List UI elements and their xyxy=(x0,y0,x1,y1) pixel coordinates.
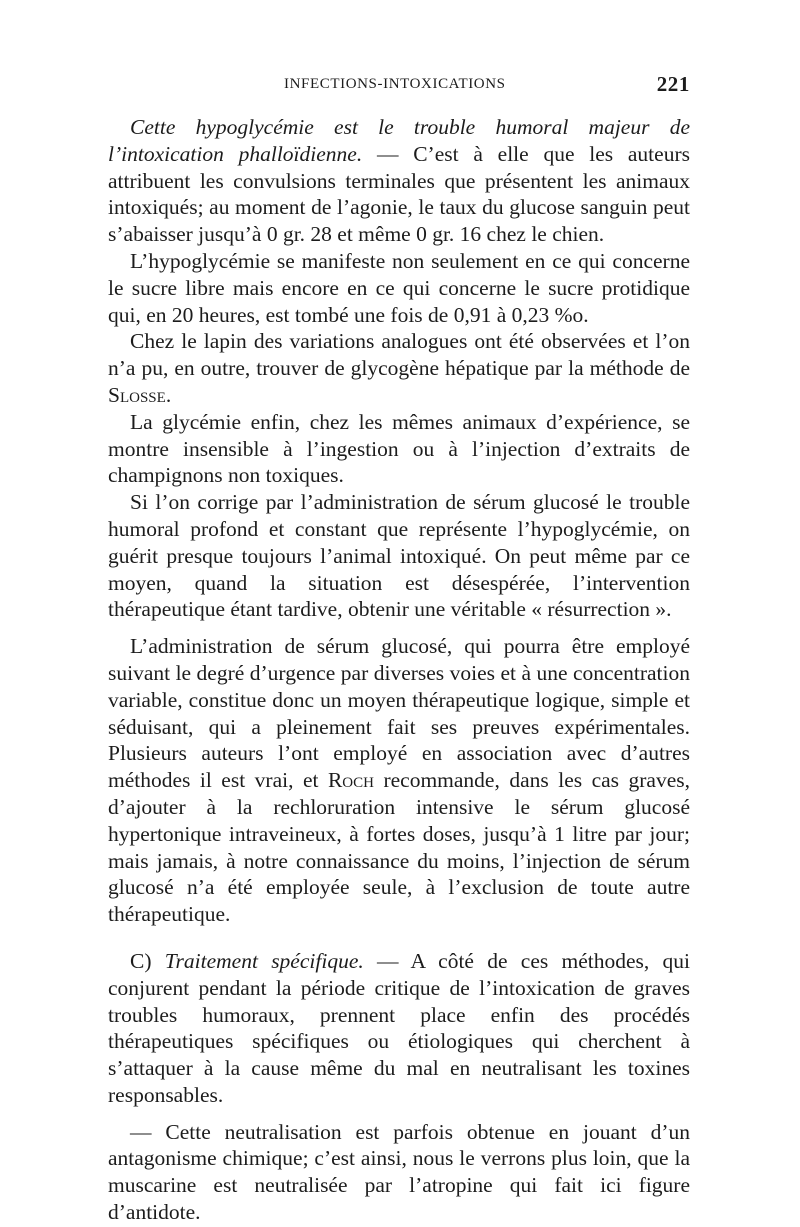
page-number: 221 xyxy=(656,72,690,96)
body-text xyxy=(108,114,690,1226)
author-name: Slosse xyxy=(108,382,166,407)
author-name: Roch xyxy=(327,768,374,793)
paragraph-neutralisation: — Cette neutralisation est parfois obtenue en jouant d’un antagonisme chimique; c’est ainsi, nous le verrons plus loin, que la muscarine est neutralisée par l’atropine qui fait ici figure d’antidote. xyxy=(108,1119,690,1225)
paragraph-specific-treatment xyxy=(108,948,690,1109)
paragraph-glycemia-control: La glycémie enfin, chez les mêmes animaux d’expérience, se montre insensible à l’ingestion ou à l’injection d’extraits de champignons non toxiques. xyxy=(108,409,690,488)
section-label: C) xyxy=(130,948,165,973)
italic-thesis-sentence: Cette hypoglycémie est le trouble humoral majeur de l’intoxication phalloïdienne. xyxy=(108,115,690,166)
section-heading: Traitement spécifique. xyxy=(164,948,364,973)
paragraph-text: L’administration de sérum glucosé, qui pourra être employé suivant le degré d’urgence par diverses voies et à une concentration variable, constitue donc un moyen thérapeutique logique, simple et séduisant, qui a pleinement fait ses preuves expérimentales. Plusieurs auteurs l’ont employé en association avec d’autres méthodes il est vrai, et xyxy=(108,634,690,793)
paragraph-administration xyxy=(108,633,690,928)
paragraph-text: Chez le lapin des variations analogues ont été observées et l’on n’a pu, en outre, trouver de glycogène hépatique par la méthode de xyxy=(108,329,690,381)
book-page xyxy=(108,70,690,1226)
paragraph-glucose-serum: Si l’on corrige par l’administration de sérum glucosé le trouble humoral profond et constant que représente l’hypoglycémie, on guérit presque toujours l’animal intoxiqué. On peut même par ce moyen, quand la situation est désespérée, l’intervention thérapeutique étant tardive, obtenir une véritable « résurrection ». xyxy=(108,490,690,622)
running-title: INFECTIONS-INTOXICATIONS xyxy=(284,76,506,92)
paragraph-text: — C’est à elle que les auteurs attribuent les convulsions terminales que présentent les animaux intoxiqués; au moment de l’agonie, le taux du glucose sanguin peut s’abaisser jusqu’à 0 gr. 28 et même 0 gr. 16 chez le chien. xyxy=(108,141,690,247)
running-head xyxy=(108,70,690,102)
paragraph-text: recommande, dans les cas graves, d’ajouter à la rechloruration intensive le sérum glucosé hypertonique intraveineux, à fortes doses, jusqu’à 1 litre par jour; mais jamais, à notre connaissance du moins, l’injection de sérum glucosé n’a été employée seule, à l’exclusion de toute autre thérapeutique. xyxy=(108,768,691,927)
paragraph-text: — A côté de ces méthodes, qui conjurent pendant la période critique de l’intoxication de graves troubles humoraux, prennent place enfin des procédés thérapeutiques spécifiques ou étiologiques qui cherchent à s’attaquer à la cause même du mal en neutralisant les toxines responsables. xyxy=(108,948,690,1107)
paragraph-hypoglycemia-thesis xyxy=(108,114,690,248)
paragraph-text: . xyxy=(165,382,172,407)
paragraph-rabbit xyxy=(108,328,690,408)
paragraph-protidic-sugar: L’hypoglycémie se manifeste non seulement en ce qui concerne le sucre libre mais encore en ce qui concerne le sucre protidique qui, en 20 heures, est tombé une fois de 0,91 à 0,23 %o. xyxy=(108,248,690,327)
